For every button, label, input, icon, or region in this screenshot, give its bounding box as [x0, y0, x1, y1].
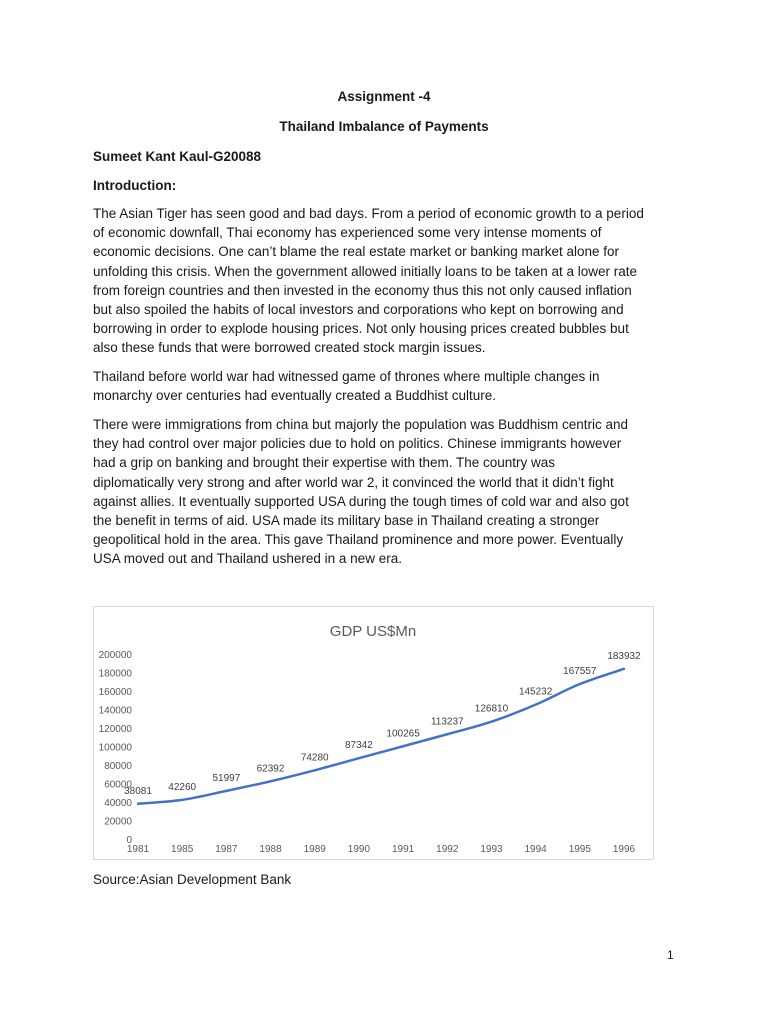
- paragraph-line: economic decisions. One can’t blame the real estate market or banking market alone for: [93, 244, 620, 260]
- page-number: 1: [667, 948, 674, 962]
- paragraph-line: but also spoiled the habits of local investors and corporations who kept on borrowing and: [93, 302, 624, 318]
- x-tick-label: 1996: [612, 844, 636, 855]
- data-label: 145232: [518, 686, 553, 698]
- paragraph-line: monarchy over centuries had eventually created a Buddhist culture.: [93, 388, 496, 404]
- y-tick-label: 20000: [104, 816, 132, 828]
- data-label: 183932: [607, 650, 641, 662]
- x-tick-label: 1989: [303, 844, 326, 855]
- paragraph-line: of economic downfall, Thai economy has experienced some very intense moments of: [93, 225, 602, 241]
- section-heading: Introduction:: [93, 178, 177, 193]
- data-label: 51997: [212, 772, 241, 784]
- y-tick-label: 120000: [98, 724, 132, 735]
- x-tick-label: 1981: [126, 844, 150, 855]
- paragraph-line: geopolitical hold in the area. This gave Thailand prominence and more power. Eventually: [93, 532, 624, 548]
- chart-title: GDP US$Mn: [329, 623, 417, 640]
- data-label: 87342: [345, 740, 373, 752]
- paragraph-line: The Asian Tiger has seen good and bad days. From a period of economic growth to a period: [93, 206, 644, 221]
- x-tick-label: 1992: [436, 844, 459, 855]
- y-tick-label: 140000: [98, 705, 132, 717]
- y-tick-label: 180000: [98, 668, 132, 680]
- y-tick-label: 100000: [98, 742, 132, 754]
- x-tick-label: 1988: [259, 844, 282, 855]
- author-line: Sumeet Kant Kaul-G20088: [93, 149, 262, 164]
- data-label: 167557: [563, 666, 597, 678]
- paragraph-line: against allies. It eventually supported USA during the tough times of cold war and also got: [93, 493, 629, 509]
- paragraph-line: Thailand before world war had witnessed game of thrones where multiple changes in: [93, 369, 600, 384]
- source-note: Source:Asian Development Bank: [93, 872, 292, 887]
- y-tick-label: 80000: [104, 761, 132, 772]
- paragraph-line: USA moved out and Thailand ushered in a new era.: [93, 551, 402, 567]
- data-label: 100265: [386, 728, 420, 740]
- data-label: 113237: [430, 716, 464, 728]
- x-tick-label: 1990: [347, 844, 371, 855]
- x-tick-label: 1987: [215, 844, 238, 855]
- paragraph-line: diplomatically very strong and after world war 2, it convinced the world that it didn’t fight: [93, 474, 614, 490]
- paragraph-line: also these funds that were borrowed created stock margin issues.: [93, 340, 486, 356]
- x-tick-label: 1993: [480, 844, 503, 855]
- x-tick-label: 1985: [171, 844, 194, 855]
- paragraph-line: from foreign countries and then invested in the economy thus this not only caused inflation: [93, 282, 632, 298]
- paragraph-2: [93, 367, 675, 405]
- data-label: 62392: [256, 763, 285, 775]
- y-tick-label: 160000: [98, 687, 132, 698]
- y-tick-label: 200000: [98, 650, 132, 661]
- paragraph-line: they had control over major policies due to hold on politics. Chinese immigrants however: [93, 436, 622, 452]
- document-subtitle: Thailand Imbalance of Payments: [279, 119, 489, 134]
- data-label: 42260: [168, 781, 197, 793]
- x-tick-label: 1991: [391, 844, 415, 855]
- paragraph-1: [93, 204, 675, 358]
- paragraph-line: borrowing in order to explode housing prices. Not only housing prices created bubbles but: [93, 321, 629, 337]
- paragraph-line: had a grip on banking and brought their expertise with them. The country was: [93, 455, 556, 471]
- data-label: 38081: [124, 785, 152, 797]
- paragraph-line: There were immigrations from china but majorly the population was Buddhism centric and: [93, 417, 628, 432]
- gdp-chart-svg: [94, 607, 653, 859]
- paragraph-line: the benefit in terms of aid. USA made its military base in Thailand creating a stronger: [93, 513, 600, 529]
- y-tick-label: 0: [126, 835, 132, 846]
- y-tick-label: 40000: [104, 798, 132, 809]
- gdp-chart: [93, 606, 654, 860]
- paragraph-line: unfolding this crisis. When the government allowed initially loans to be taken at a lower rate: [93, 263, 638, 279]
- data-label: 74280: [300, 752, 329, 764]
- data-label: 126810: [474, 703, 509, 715]
- document-title: Assignment -4: [337, 89, 431, 104]
- x-tick-label: 1994: [524, 844, 547, 855]
- paragraph-3: [93, 415, 675, 569]
- y-tick-label: 60000: [104, 779, 132, 791]
- x-tick-label: 1995: [568, 844, 591, 855]
